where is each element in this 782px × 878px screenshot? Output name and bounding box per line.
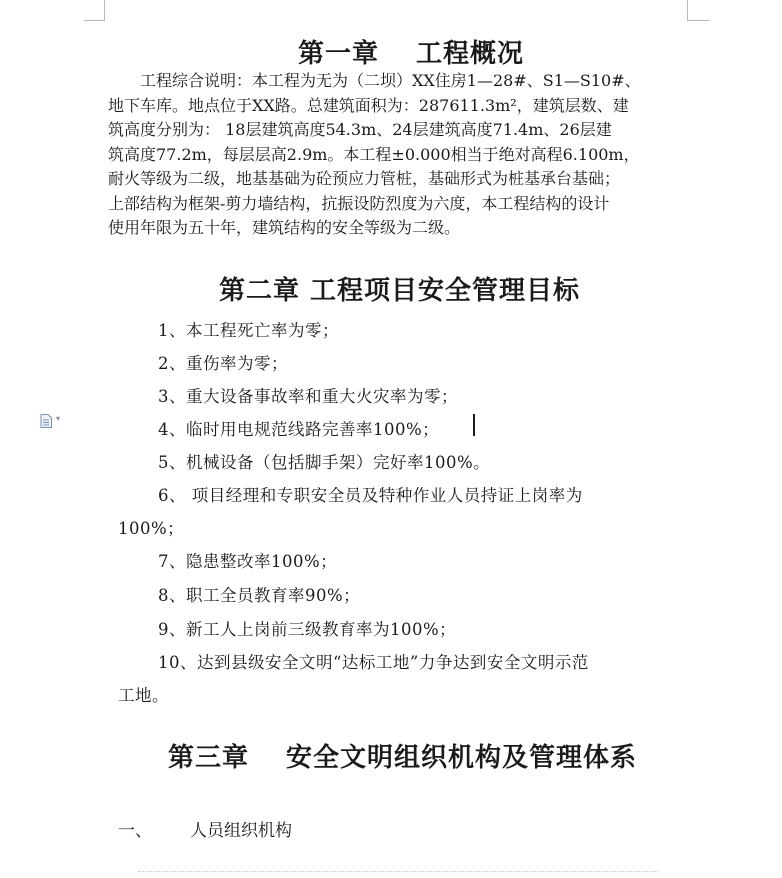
margin-corner-top-left	[84, 0, 105, 21]
chevron-down-icon[interactable]: ▾	[56, 414, 61, 423]
overview-paragraph	[108, 69, 688, 241]
overview-line: 工程综合说明：本工程为无为（二坝）XX住房1—28#、S1—S10#、	[108, 71, 641, 90]
goal-item-6: 6、 项目经理和专职安全员及特种作业人员持证上岗率为	[158, 486, 583, 505]
document-icon[interactable]	[40, 414, 52, 428]
page-bottom-rule	[138, 871, 658, 872]
overview-line: 上部结构为框架-剪力墙结构，抗振设防烈度为六度，本工程结构的设计	[108, 193, 610, 213]
goal-item-8: 8、职工全员教育率90%；	[158, 586, 361, 605]
text-cursor	[473, 414, 475, 436]
margin-corner-top-right	[687, 0, 710, 21]
goal-item-9: 9、新工人上岗前三级教育率为100%；	[158, 620, 457, 639]
goal-item-6-continued: 100%；	[118, 519, 185, 538]
overview-line: 筑高度分别为： 18层建筑高度54.3m、24层建筑高度71.4m、26层建	[108, 120, 612, 139]
section-title: 人员组织机构	[190, 821, 292, 841]
goal-item-3: 3、重大设备事故率和重大火灾率为零；	[158, 387, 458, 406]
goal-item-2: 2、重伤率为零；	[158, 354, 288, 373]
overview-line: 耐火等级为二级，地基基础为砼预应力管桩，基础形式为桩基承台基础；	[108, 169, 621, 188]
chapter-2-title: 第二章 工程项目安全管理目标	[219, 276, 581, 306]
goal-item-4: 4、临时用电规范线路完善率100%；	[158, 420, 440, 439]
overview-line: 地下车库。地点位于XX路。总建筑面积为：287611.3m²，建筑层数、建	[108, 95, 629, 115]
overview-line: 使用年限为五十年，建筑结构的安全等级为二级。	[108, 218, 461, 237]
goal-item-1: 1、本工程死亡率为零；	[158, 321, 339, 340]
goal-item-5: 5、机械设备（包括脚手架）完好率100%。	[158, 453, 491, 472]
goal-item-10: 10、达到县级安全文明“达标工地”力争达到安全文明示范	[158, 653, 589, 672]
section-number: 一、	[118, 821, 152, 841]
goal-item-10-continued: 工地。	[118, 686, 169, 705]
goal-item-7: 7、隐患整改率100%；	[158, 552, 338, 571]
chapter-1-title: 第一章 工程概况	[298, 39, 525, 69]
overview-line: 筑高度77.2m，每层层高2.9m。本工程±0.000相当于绝对高程6.100m，	[108, 144, 640, 164]
chapter-3-title: 第三章 安全文明组织机构及管理体系	[168, 743, 638, 773]
